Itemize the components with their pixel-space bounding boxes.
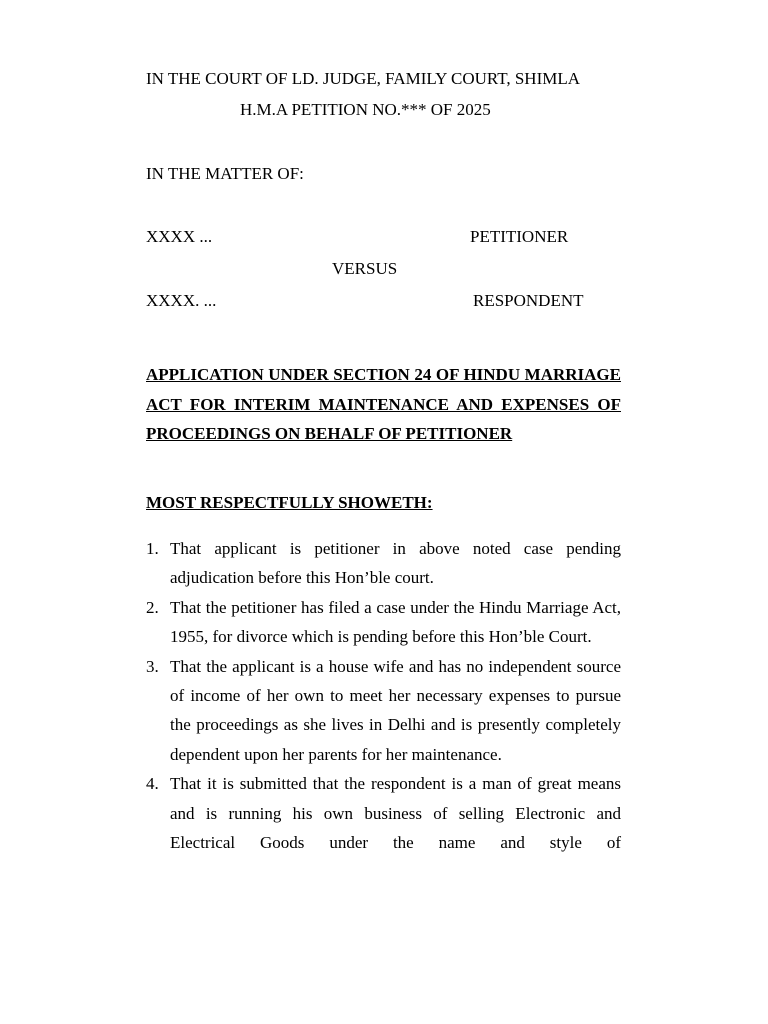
paragraph-number: 4. <box>146 774 159 794</box>
petitioner-label: PETITIONER <box>470 227 569 246</box>
petitioner-name: XXXX ... <box>146 227 213 246</box>
matter-of-label: IN THE MATTER OF: <box>146 164 304 183</box>
paragraph-number: 2. <box>146 597 159 617</box>
respondent-label: RESPONDENT <box>473 291 584 310</box>
list-item <box>146 593 621 652</box>
versus-label: VERSUS <box>332 259 398 278</box>
petition-number: H.M.A PETITION NO.*** OF 2025 <box>240 100 491 119</box>
application-heading: APPLICATION UNDER SECTION 24 OF HINDU MARRIAGE ACT FOR INTERIM MAINTENANCE AND EXPENSES OF PROCEEDINGS ON BEHALF OF PETITIONER <box>146 365 621 443</box>
paragraph-list <box>146 534 621 857</box>
paragraph-number: 3. <box>146 656 159 676</box>
respondent-name: XXXX. ... <box>146 291 217 310</box>
paragraph-text: That the petitioner has filed a case under the Hindu Marriage Act, 1955, for divorce which is pending before this Hon’ble Court. <box>170 597 621 647</box>
list-item <box>146 769 621 857</box>
paragraph-text: That it is submitted that the respondent is a man of great means and is running his own business of selling Electronic and Electrical Goods under the name and style of <box>170 774 621 853</box>
list-item <box>146 652 621 770</box>
court-title: IN THE COURT OF LD. JUDGE, FAMILY COURT, SHIMLA <box>146 69 581 88</box>
list-item <box>146 534 621 593</box>
paragraph-number: 1. <box>146 539 159 558</box>
showeth-heading: MOST RESPECTFULLY SHOWETH: <box>146 493 433 512</box>
paragraph-text: That the applicant is a house wife and has no independent source of income of her own to meet her necessary expenses to pursue the proceedings as she lives in Delhi and is presently completely dependent upon her parents for her maintenance. <box>170 656 621 764</box>
paragraph-text: That applicant is petitioner in above noted case pending adjudication before this Hon’ble court. <box>170 539 621 588</box>
